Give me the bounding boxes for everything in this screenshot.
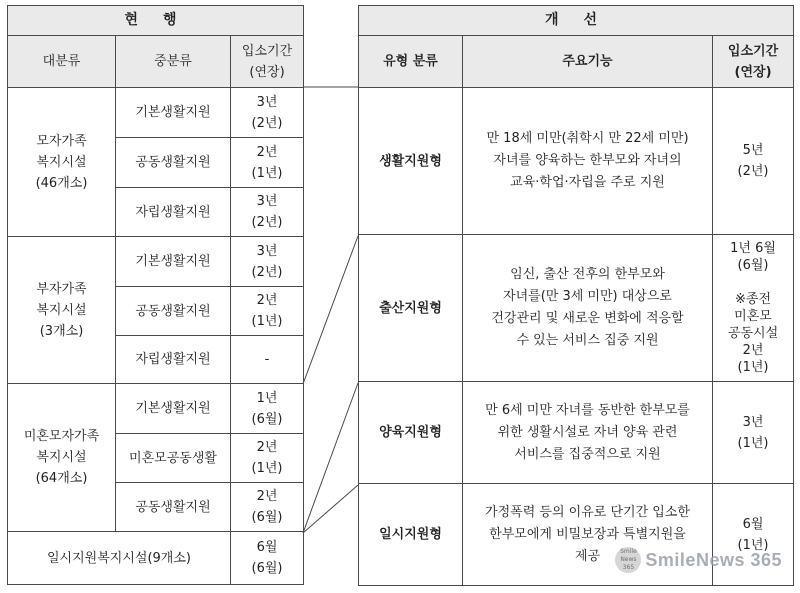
connector-line — [303, 383, 358, 533]
middle-category-cell: 미혼모공동생활 — [116, 434, 231, 483]
function-line: 만 18세 미만(취학시 만 22세 미만) — [486, 131, 689, 146]
period-line: 2년 — [256, 144, 278, 160]
group-name-line: 부자가족 — [36, 281, 87, 297]
type-cell-parenting-support: 양육지원형 — [359, 382, 463, 484]
function-line: 가정폭력 등의 이유로 단기간 입소한 — [485, 504, 690, 520]
current-section-title: 현 행 — [8, 6, 304, 36]
period-line: 미혼모 — [734, 309, 772, 324]
middle-category-header: 중분류 — [116, 36, 231, 88]
period-line: 2년 — [256, 489, 278, 504]
period-cell — [231, 532, 304, 585]
middle-category-cell: 기본생활지원 — [116, 384, 231, 434]
period-line: 3년 — [256, 94, 278, 110]
group-name-line: (3개소) — [39, 323, 84, 339]
connector-line — [303, 236, 358, 384]
period-line: 2년 — [742, 343, 764, 358]
period-line: (2년) — [251, 215, 283, 230]
period-header-line1: 입소기간 — [727, 43, 779, 59]
group-name-line: 미혼모자가족 — [23, 429, 100, 444]
period-header-line1: 입소기간 — [241, 43, 293, 59]
improved-period-header — [713, 36, 794, 88]
major-category-header: 대분류 — [8, 36, 116, 88]
period-line: 1년 — [256, 390, 278, 406]
group-name-line: (64개소) — [35, 471, 88, 486]
function-cell — [463, 382, 713, 484]
period-cell — [231, 434, 304, 483]
period-line: 3년 — [742, 414, 764, 430]
period-cell — [713, 235, 794, 382]
period-line: 5년 — [742, 143, 764, 158]
function-line: 자녀를(만 3세 미만) 대상으로 — [503, 289, 672, 304]
group-name-unmarried-mother-family — [8, 384, 116, 532]
period-line: (6월) — [737, 258, 769, 273]
period-cell — [231, 237, 304, 287]
group-name-mother-family — [8, 88, 116, 237]
function-line: 제공 — [574, 548, 601, 564]
period-line: 1년 6월 — [730, 241, 776, 256]
temporary-facility-cell: 일시지원복지시설(9개소) — [8, 532, 231, 585]
type-cell-temporary-support: 일시지원형 — [359, 484, 463, 586]
period-cell — [231, 188, 304, 237]
middle-category-cell: 자립생활지원 — [116, 188, 231, 237]
improved-system-table — [358, 5, 794, 586]
period-line: 2년 — [256, 293, 278, 308]
period-line: 3년 — [256, 194, 278, 209]
improved-section-title: 개 선 — [359, 6, 794, 36]
type-header: 유형 분류 — [359, 36, 463, 88]
period-cell — [231, 88, 304, 138]
group-name-line: 복지시설 — [36, 302, 87, 318]
middle-category-cell: 공동생활지원 — [116, 287, 231, 336]
period-line: (2년) — [251, 115, 283, 131]
function-line: 위한 생활시설로 자녀 양육 관련 — [497, 424, 678, 440]
period-line: ※종전 — [735, 292, 772, 307]
function-line: 수 있는 서비스 집중 지원 — [516, 333, 659, 348]
period-header-line2: (연장) — [734, 64, 772, 80]
watermark-logo: Smile News 365 — [615, 547, 641, 573]
period-line: 2년 — [256, 440, 278, 455]
watermark-brand: SmileNews 365 — [645, 549, 782, 570]
middle-category-cell: 공동생활지원 — [116, 138, 231, 188]
period-line: (2년) — [737, 164, 769, 179]
period-line: (6월) — [251, 411, 283, 427]
period-line: (1년) — [737, 360, 769, 375]
group-name-line: 모자가족 — [36, 133, 87, 149]
period-cell: - — [231, 336, 304, 384]
function-line: 교육·학업·자립을 주로 지원 — [510, 175, 665, 190]
group-name-line: (46개소) — [35, 175, 88, 191]
middle-category-cell: 기본생활지원 — [116, 237, 231, 287]
period-line: (1년) — [251, 314, 283, 329]
function-cell — [463, 235, 713, 382]
function-line: 임신, 출산 전후의 한부모와 — [510, 267, 665, 282]
period-cell — [231, 287, 304, 336]
period-line: (1년) — [737, 537, 769, 553]
function-cell — [463, 88, 713, 235]
period-line: 6월 — [256, 540, 278, 555]
group-name-father-family — [8, 237, 116, 384]
watermark — [615, 547, 782, 573]
period-line: 3년 — [256, 243, 278, 259]
current-system-table — [7, 5, 304, 585]
period-header — [231, 36, 304, 88]
function-line: 한부모에게 비밀보장과 특별지원을 — [489, 526, 686, 542]
type-cell-childbirth-support: 출산지원형 — [359, 235, 463, 382]
period-line: (6월) — [251, 561, 283, 576]
period-line: (2년) — [251, 264, 283, 280]
period-cell — [231, 384, 304, 434]
period-cell — [713, 382, 794, 484]
function-line: 만 6세 미만 자녀를 동반한 한부모를 — [485, 402, 690, 418]
middle-category-cell: 기본생활지원 — [116, 88, 231, 138]
function-line: 서비스를 집중적으로 지원 — [514, 446, 661, 462]
group-name-line: 복지시설 — [36, 154, 87, 170]
period-line: (1년) — [737, 435, 769, 451]
period-line: 공동시설 — [727, 326, 779, 341]
period-line: (1년) — [251, 165, 283, 181]
type-cell-living-support: 생활지원형 — [359, 88, 463, 235]
period-line: (1년) — [251, 461, 283, 476]
middle-category-cell: 자립생활지원 — [116, 336, 231, 384]
function-line: 자녀를 양육하는 한부모와 자녀의 — [493, 153, 682, 168]
group-name-line: 복지시설 — [36, 450, 87, 465]
period-header-line2: (연장) — [249, 64, 285, 80]
connector-line — [303, 485, 358, 533]
period-line: (6월) — [251, 510, 283, 525]
period-cell — [713, 88, 794, 235]
period-cell — [231, 483, 304, 532]
function-header: 주요기능 — [463, 36, 713, 88]
period-line: 6월 — [742, 516, 764, 532]
middle-category-cell: 공동생활지원 — [116, 483, 231, 532]
period-cell — [231, 138, 304, 188]
function-line: 건강관리 및 새로운 변화에 적응할 — [491, 311, 684, 326]
